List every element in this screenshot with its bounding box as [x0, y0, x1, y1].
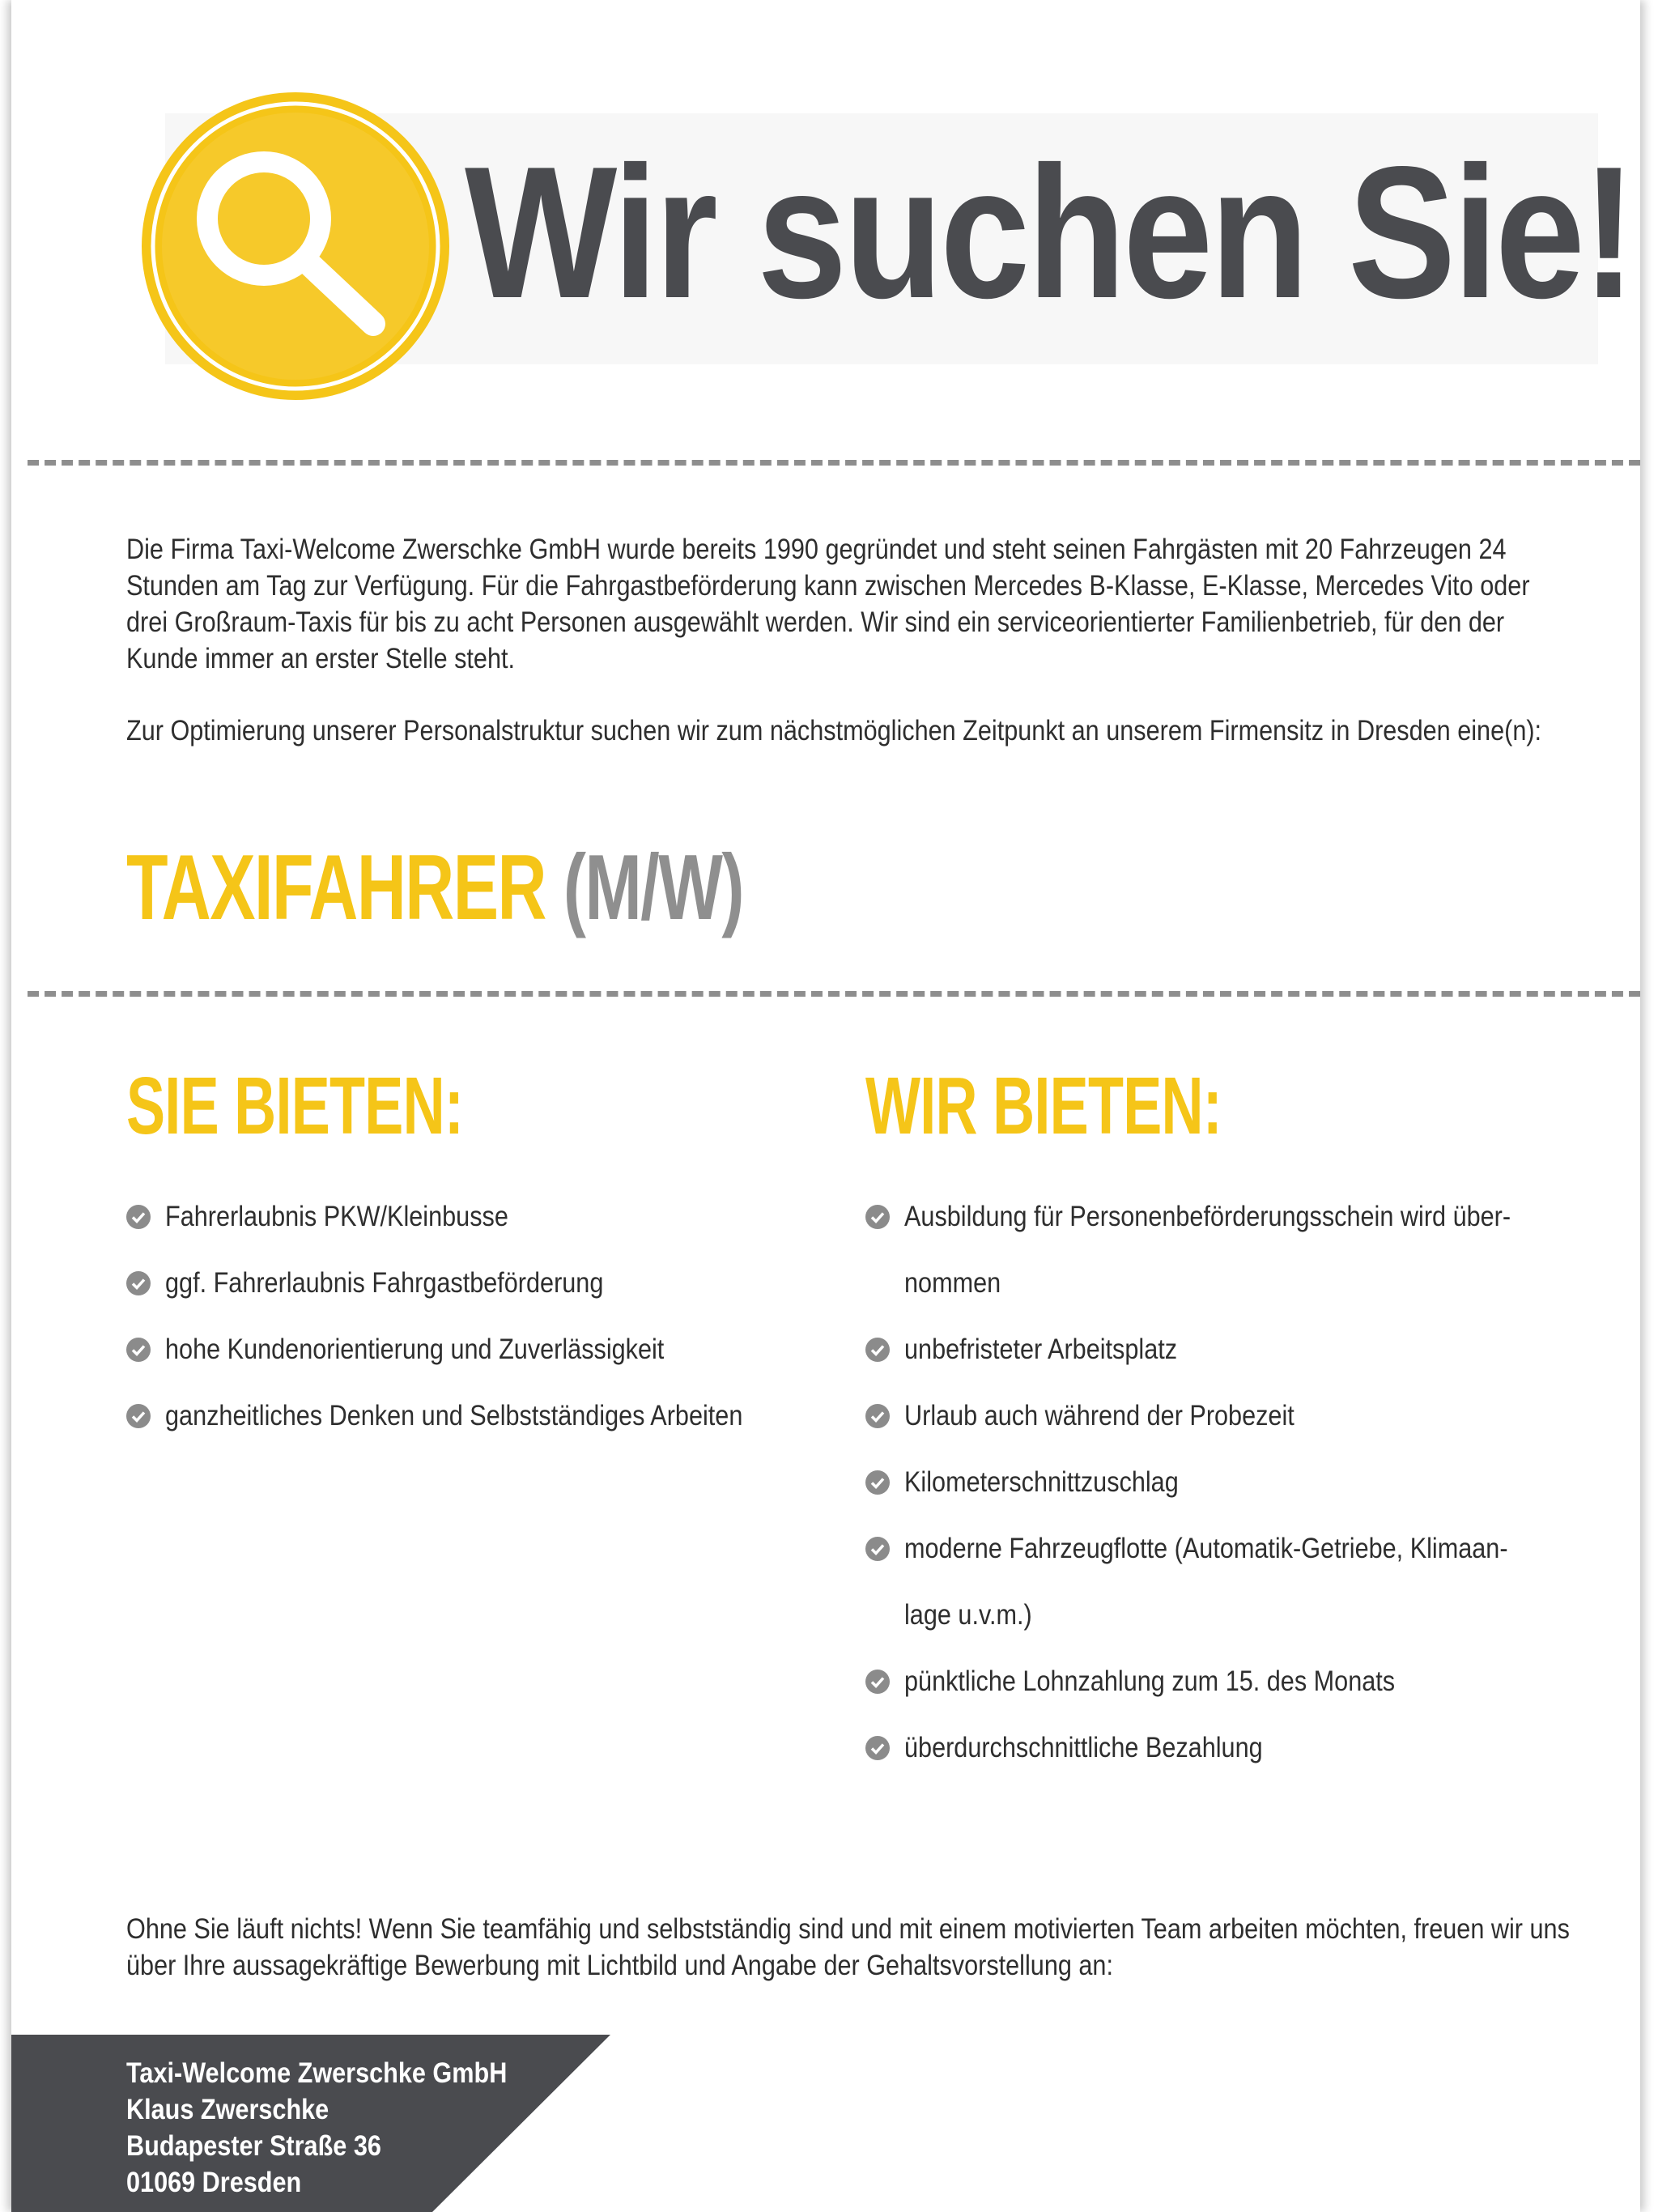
divider-top — [28, 460, 1640, 466]
contact-address — [126, 2055, 507, 2201]
list-item — [865, 1715, 1597, 1781]
sie-bieten-list — [126, 1184, 825, 1449]
list-item-text: nommen — [904, 1267, 1001, 1299]
sie-bieten-heading: SIE BIETEN: — [126, 1061, 464, 1151]
divider-middle — [28, 991, 1640, 997]
intro-paragraph-2: Zur Optimierung unserer Personalstruktur suchen wir zum nächstmöglichen Zeitpunkt an unserem Firmensitz in Dresden eine(n): — [126, 715, 1542, 747]
list-item — [865, 1383, 1597, 1449]
wir-bieten-list — [865, 1184, 1597, 1781]
check-circle-icon — [865, 1736, 890, 1760]
list-item-text: lage u.v.m.) — [904, 1599, 1032, 1631]
address-company: Taxi-Welcome Zwerschke GmbH — [126, 2057, 508, 2089]
page-headline: Wir suchen Sie! — [465, 128, 1634, 338]
closing-paragraph: Ohne Sie läuft nichts! Wenn Sie teamfähig und selbstständig sind und mit einem motivierten Team arbeiten möchten, freuen wir uns über Ihre aussagekräftige Bewerbung mit Lichtbild und Angabe der Gehaltsvorstellung an: — [126, 1913, 1570, 1981]
list-item-text: unbefristeter Arbeitsplatz — [904, 1334, 1178, 1365]
list-item — [126, 1317, 825, 1383]
wir-bieten-heading: WIR BIETEN: — [865, 1061, 1222, 1151]
job-title-suffix: (M/W) — [563, 836, 744, 939]
list-item-text: Fahrerlaubnis PKW/Kleinbusse — [165, 1201, 508, 1232]
list-indent — [865, 1271, 890, 1295]
list-item-text: überdurchschnittliche Bezahlung — [904, 1732, 1263, 1763]
list-item — [865, 1516, 1597, 1582]
check-circle-icon — [126, 1338, 151, 1362]
list-indent — [865, 1603, 890, 1627]
list-item-text: Kilometerschnittzuschlag — [904, 1466, 1179, 1498]
list-item — [126, 1184, 825, 1250]
list-item-continuation — [865, 1250, 1597, 1317]
intro-paragraph-1: Die Firma Taxi-Welcome Zwerschke GmbH wurde bereits 1990 gegründet und steht seinen Fahrgästen mit 20 Fahrzeugen 24 Stunden am Tag zur Verfügung. Für die Fahrgastbeförderung kann zwischen Mercedes B-Klasse, E-Klasse, Mercedes Vito oder drei Großraum-Taxis für bis zu acht Personen ausgewählt werden. Wir sind ein serviceorientierter Familienbetrieb, für den der Kunde immer an erster Stelle steht. — [126, 534, 1530, 674]
list-item-text: Urlaub auch während der Probezeit — [904, 1400, 1295, 1431]
check-circle-icon — [865, 1205, 890, 1229]
list-item — [865, 1317, 1597, 1383]
list-item-text: Ausbildung für Personenbeförderungsschein wird über- — [904, 1201, 1511, 1232]
list-item — [865, 1648, 1597, 1715]
list-item-text: hohe Kundenorientierung und Zuverlässigkeit — [165, 1334, 665, 1365]
address-name: Klaus Zwerschke — [126, 2094, 329, 2125]
check-circle-icon — [865, 1338, 890, 1362]
list-item — [126, 1250, 825, 1317]
magnifier-icon — [138, 89, 453, 403]
check-circle-icon — [865, 1404, 890, 1428]
address-city: 01069 Dresden — [126, 2167, 302, 2198]
list-item-text: pünktliche Lohnzahlung zum 15. des Monats — [904, 1665, 1396, 1697]
list-item-continuation — [865, 1582, 1597, 1648]
list-item — [865, 1449, 1597, 1516]
list-item-text: ganzheitliches Denken und Selbstständiges Arbeiten — [165, 1400, 743, 1431]
job-advert-page — [11, 0, 1640, 2212]
address-street: Budapester Straße 36 — [126, 2130, 381, 2162]
list-item-text: ggf. Fahrerlaubnis Fahrgastbeförderung — [165, 1267, 604, 1299]
job-title — [126, 836, 744, 939]
check-circle-icon — [126, 1205, 151, 1229]
check-circle-icon — [865, 1670, 890, 1694]
check-circle-icon — [126, 1404, 151, 1428]
check-circle-icon — [865, 1470, 890, 1495]
check-circle-icon — [865, 1537, 890, 1561]
list-item — [126, 1383, 825, 1449]
check-circle-icon — [126, 1271, 151, 1295]
job-title-main: TAXIFAHRER — [126, 836, 546, 939]
list-item — [865, 1184, 1597, 1250]
list-item-text: moderne Fahrzeugflotte (Automatik-Getriebe, Klimaan- — [904, 1533, 1508, 1564]
